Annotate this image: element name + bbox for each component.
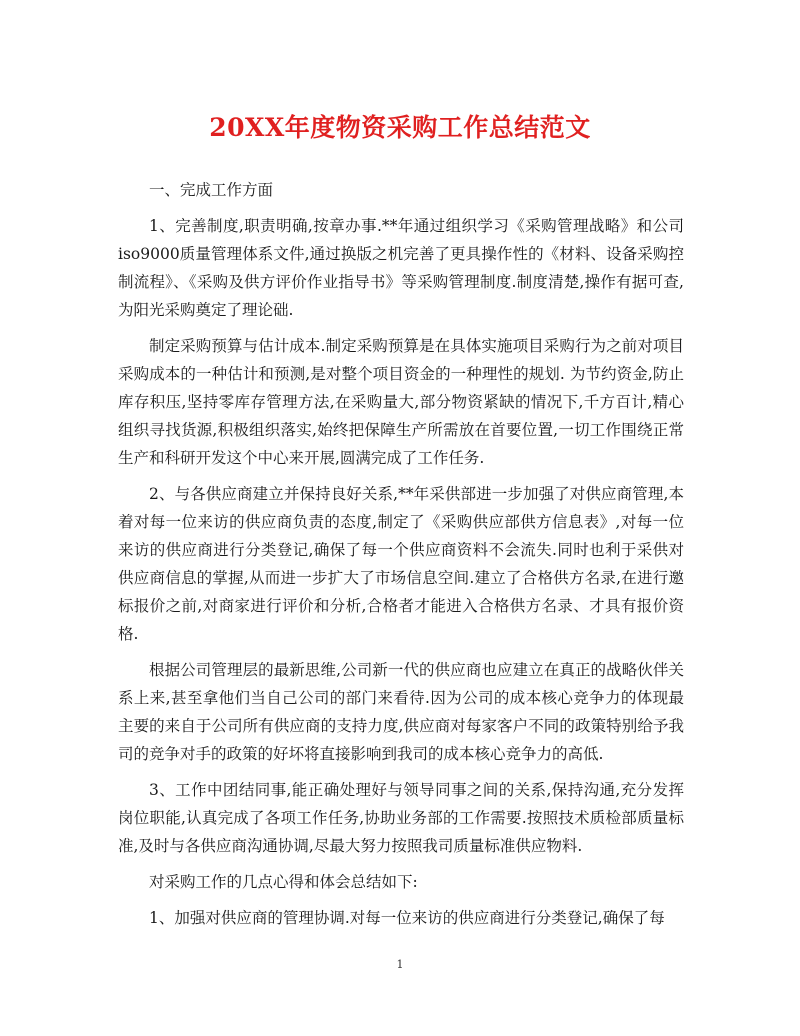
paragraph: 2、与各供应商建立并保持良好关系,**年采供部进一步加强了对供应商管理,本着对每一位来访的供应商负责的态度,制定了《采购供应部供方信息表》,对每一位来访的供应商进行分类登记,确保了每一个供应商资料不会流失.同时也利于采供对供应商信息的掌握,从而进一步扩大了市场信息空间.建立了合格供方名录,在进行邀标报价之前,对商家进行评价和分析,合格者才能进入合格供方名录、才具有报价资格.: [118, 485, 684, 643]
paragraph: 1、加强对供应商的管理协调.对每一位来访的供应商进行分类登记,确保了每: [149, 909, 665, 927]
document-title: 20XX年度物资采购工作总结范文: [209, 113, 591, 142]
paragraph: 根据公司管理层的最新思维,公司新一代的供应商也应建立在真正的战略伙伴关系上来,甚至拿他们当自己公司的部门来看待.因为公司的成本核心竞争力的体现最主要的来自于公司所有供应商的支持力度,供应商对每家客户不同的政策特别给予我司的竞争对手的政策的好坏将直接影响到我司的成本核心竞争力的高低.: [118, 661, 684, 763]
paragraph: 制定采购预算与估计成本.制定采购预算是在具体实施项目采购行为之前对项目采购成本的一种估计和预测,是对整个项目资金的一种理性的规划. 为节约资金,防止库存积压,坚持零库存管理方法,在采购量大,部分物资紧缺的情况下,千方百计,精心组织寻找货源,积极组织落实,始终把保障生产所需放在首要位置,一切工作围绕正常生产和科研开发这个中心来开展,圆满完成了工作任务.: [118, 337, 684, 467]
paragraph: 3、工作中团结同事,能正确处理好与领导同事之间的关系,保持沟通,充分发挥岗位职能,认真完成了各项工作任务,协助业务部的工作需要.按照技术质检部质量标准,及时与各供应商沟通协调,尽最大努力按照我司质量标准供应物料.: [118, 781, 684, 855]
paragraph: 对采购工作的几点心得和体会总结如下:: [149, 873, 418, 891]
section-heading: 一、完成工作方面: [149, 181, 274, 199]
paragraph: 1、完善制度,职责明确,按章办事.**年通过组织学习《采购管理战略》和公司iso9000质量管理体系文件,通过换版之机完善了更具操作性的《材料、设备采购控制流程》、《采购及供方评价作业指导书》等采购管理制度.制度清楚,操作有据可查,为阳光采购奠定了理论础.: [118, 217, 684, 319]
page-number: 1: [396, 958, 404, 971]
document-body: [118, 176, 684, 940]
